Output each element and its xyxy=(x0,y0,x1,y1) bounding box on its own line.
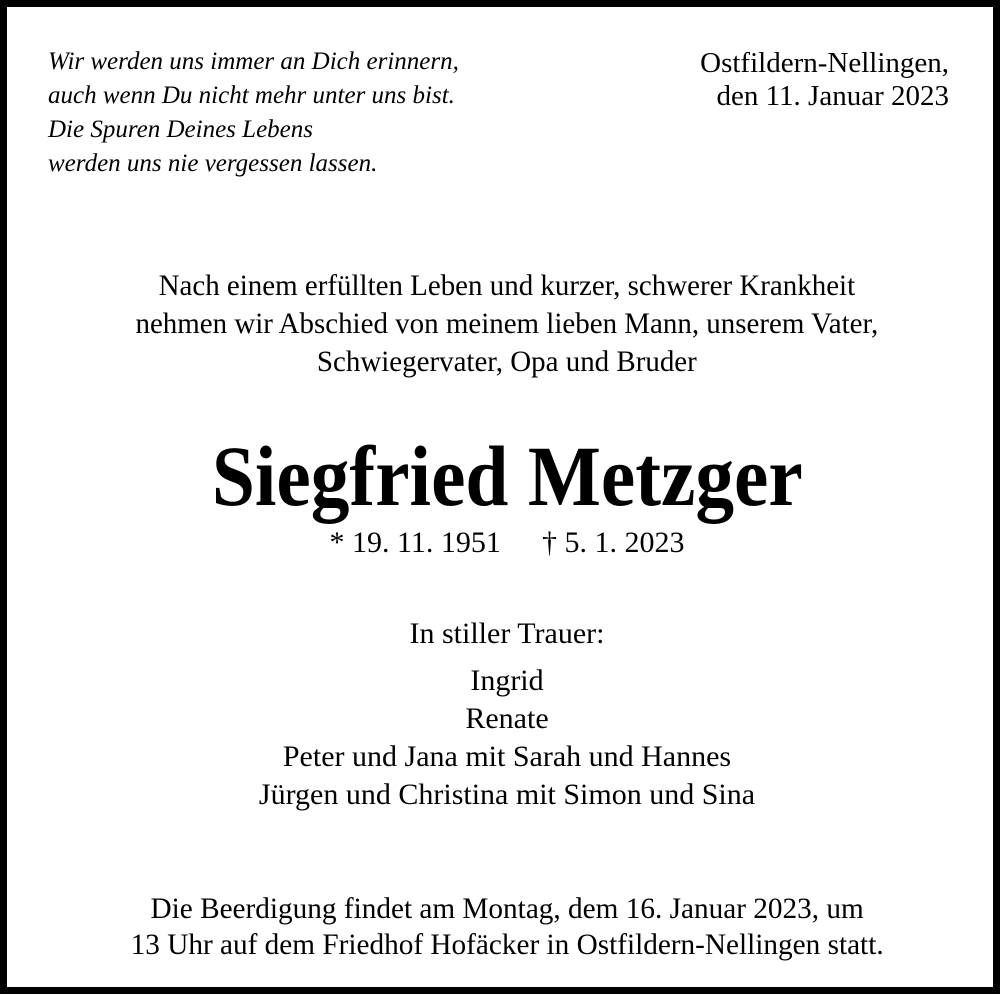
death-cross-icon: † xyxy=(541,526,557,559)
death-date: 5. 1. 2023 xyxy=(564,526,685,559)
poem-line: werden uns nie vergessen lassen. xyxy=(48,150,378,177)
mourner-entry: Renate xyxy=(465,702,549,735)
intro-line: Schwiegervater, Opa und Bruder xyxy=(317,345,697,378)
life-dates xyxy=(7,525,1000,561)
place-line: Ostfildern-Nellingen, xyxy=(700,47,949,79)
mourner-entry: Jürgen und Christina mit Simon und Sina xyxy=(258,778,756,811)
intro-text xyxy=(7,267,1000,381)
mourner-entry: Ingrid xyxy=(470,664,544,697)
intro-line: nehmen wir Abschied von meinem lieben Mann, unserem Vater, xyxy=(135,307,879,340)
mourners-list xyxy=(7,662,1000,814)
deceased-name: Siegfried Metzger xyxy=(211,428,803,524)
birth-star-icon: * xyxy=(329,526,345,559)
funeral-details xyxy=(7,891,1000,963)
poem-line: auch wenn Du nicht mehr unter uns bist. xyxy=(48,82,455,109)
mourning-label: In stiller Trauer: xyxy=(409,617,605,650)
funeral-line: 13 Uhr auf dem Friedhof Hofäcker in Ostfildern-Nellingen statt. xyxy=(130,928,884,961)
funeral-line: Die Beerdigung findet am Montag, dem 16. Januar 2023, um xyxy=(150,892,864,925)
birth-date: 19. 11. 1951 xyxy=(352,526,501,559)
mourner-entry: Peter und Jana mit Sarah und Hannes xyxy=(282,740,732,773)
poem-line: Die Spuren Deines Lebens xyxy=(48,116,313,143)
poem-line: Wir werden uns immer an Dich erinnern, xyxy=(48,48,459,75)
place-and-date xyxy=(700,47,949,113)
intro-line: Nach einem erfüllten Leben und kurzer, schwerer Krankheit xyxy=(158,269,856,302)
deceased-name-block xyxy=(7,428,1000,524)
date-line: den 11. Januar 2023 xyxy=(716,80,949,112)
memorial-poem xyxy=(48,45,459,181)
